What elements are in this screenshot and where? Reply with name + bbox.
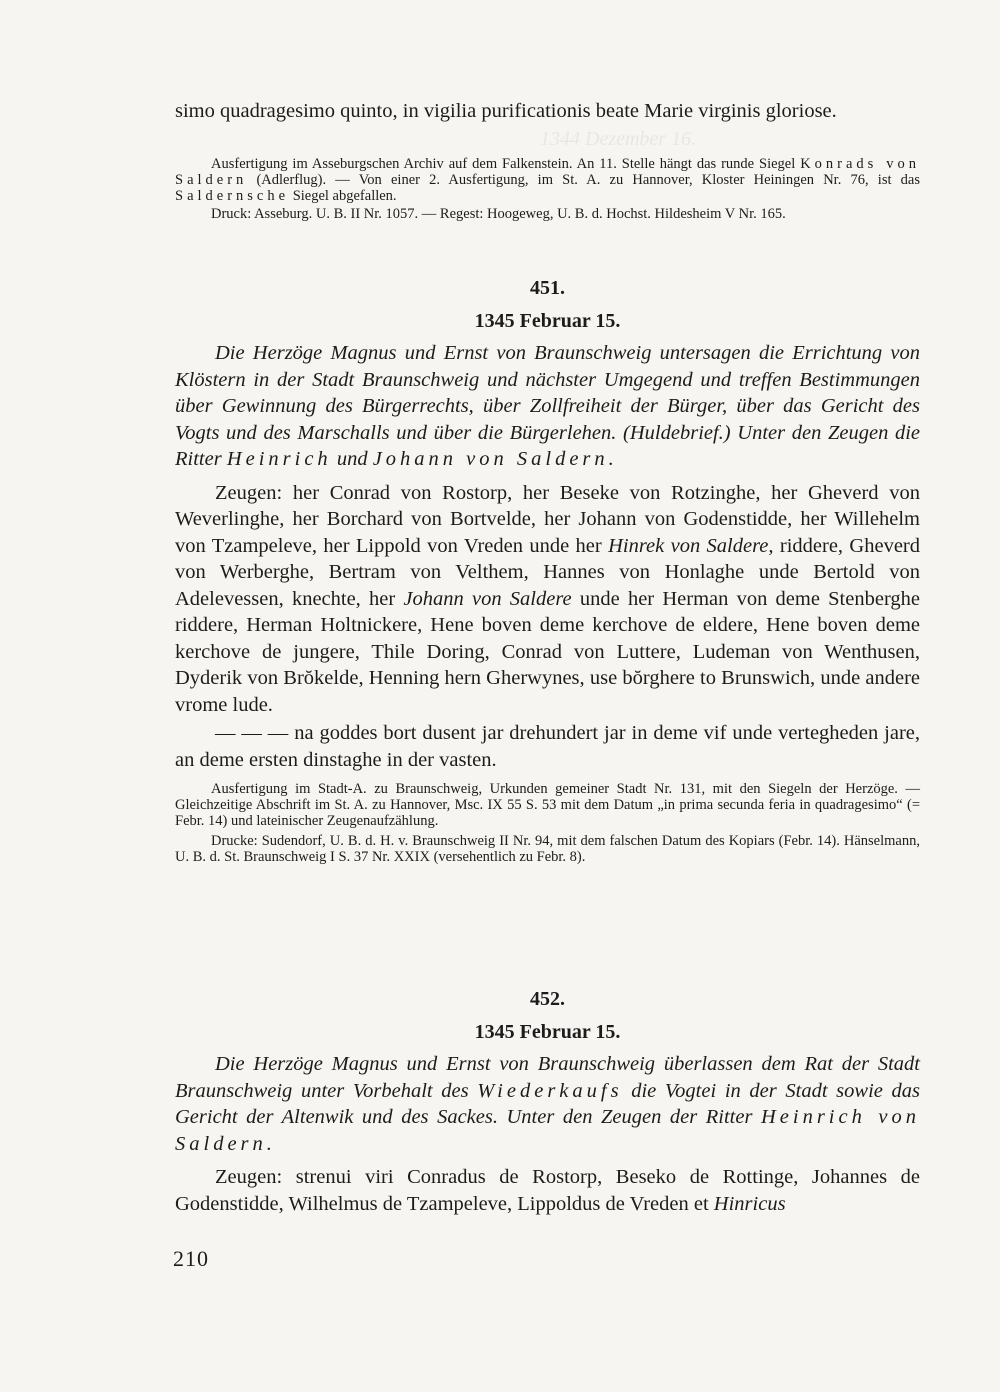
footnote-block-top	[175, 156, 920, 222]
spaced-name: Johann von Saldern.	[372, 448, 618, 470]
witness-list: Zeugen: her Conrad von Rostorp, her Beseke von Rotzinghe, her Gheverd von Weverlinghe, her Borchard von Bortvelde, her Johann von Godenstidde, her Willehelm von Tzampeleve, her Lippold von Vreden unde her Hinrek von Saldere, riddere, Gheverd von Werberghe, Bertram von Velthem, Hannes von Honlaghe unde Bertold von Adelevessen, knechte, her Johann von Saldere unde her Herman von deme Stenberghe riddere, Herman Holtnickere, Hene boven deme kerchove de eldere, Hene boven deme kerchove de jungere, Thile Doring, Conrad von Luttere, Ludeman von Wenthusen, Dyderik von Brŏkelde, Henning hern Gherwynes, use bŏrghere to Brunswich, unde andere vrome lude.	[175, 481, 921, 716]
regest: Die Herzöge Magnus und Ernst von Braunschweig überlassen dem Rat der Stadt Braunschweig unter Vorbehalt des Wiederkaufs die Vogtei in der Stadt sowie das Gericht der Altenwik und des Sackes. Unter den Zeugen der Ritter Heinrich von Saldern.	[175, 1053, 921, 1155]
witness-list: Zeugen: strenui viri Conradus de Rostorp, Beseko de Rottinge, Johannes de Godenstidde, Wilhelmus de Tzampeleve, Lippoldus de Vreden et Hinricus	[175, 1166, 920, 1215]
spaced-name: Saldernsche	[175, 188, 290, 204]
show-through-text: 1344 Dezember 16.	[540, 128, 697, 150]
document-number: 451.	[530, 277, 565, 299]
spaced-word: Wiederkaufs	[477, 1079, 623, 1102]
continuation-block	[175, 98, 920, 125]
document-451	[175, 277, 920, 865]
document-452	[175, 988, 920, 1217]
footnote-ausfertigung: Ausfertigung im Stadt-A. zu Braunschweig, Urkunden gemeiner Stadt Nr. 131, mit den Siegeln der Herzöge. — Gleichzeitige Abschrift im St. A. zu Hannover, Msc. IX 55 S. 53 mit dem Datum „in prima secunda feria in quadragesimo“ (= Febr. 14) und lateinischer Zeugenaufzählung.	[175, 781, 920, 829]
footnote-druck: Druck: Asseburg. U. B. II Nr. 1057. — Regest: Hoogeweg, U. B. d. Hochst. Hildesheim V Nr. 165.	[211, 206, 786, 222]
footnote-ausfertigung: Ausfertigung im Asseburgschen Archiv auf dem Falkenstein. An 11. Stelle hängt das runde Siegel Konrads von Saldern (Adlerflug). — Von einer 2. Ausfertigung, im St. A. zu Hannover, Kloster Heiningen Nr. 76, ist das Saldernsche Siegel abgefallen.	[175, 156, 920, 204]
spaced-name: Heinrich von Saldern.	[175, 1106, 920, 1155]
spaced-name: Heinrich	[226, 448, 332, 470]
dating-clause: — — — na goddes bort dusent jar drehundert jar in deme vif unde vertegheden jare, an deme ersten dinstaghe in der vasten.	[175, 722, 920, 771]
document-date: 1345 Februar 15.	[474, 1021, 621, 1043]
document-date: 1345 Februar 15.	[474, 310, 621, 332]
regest: Die Herzöge Magnus und Ernst von Braunschweig untersagen die Errichtung von Klöstern in der Stadt Braunschweig und nächster Umgegend und treffen Bestimmungen über Gewinnung des Bürgerrechts, über Zollfreiheit der Bürger, über das Gericht des Vogts und des Marschalls und über die Bürgerlehen. (Huldebrief.) Unter den Zeugen die Ritter Heinrich und Johann von Saldern.	[175, 342, 920, 470]
page-number: 210	[173, 1246, 209, 1271]
continuation-text: simo quadragesimo quinto, in vigilia purificationis beate Marie virginis gloriose.	[175, 100, 837, 122]
footnote-drucke: Drucke: Sudendorf, U. B. d. H. v. Braunschweig II Nr. 94, mit dem falschen Datum des Kopiars (Febr. 14). Hänselmann, U. B. d. St. Braunschweig I S. 37 Nr. XXIX (versehentlich zu Febr. 8).	[175, 833, 920, 865]
document-number: 452.	[530, 988, 565, 1010]
spaced-name: Konrads von Saldern	[175, 156, 920, 188]
